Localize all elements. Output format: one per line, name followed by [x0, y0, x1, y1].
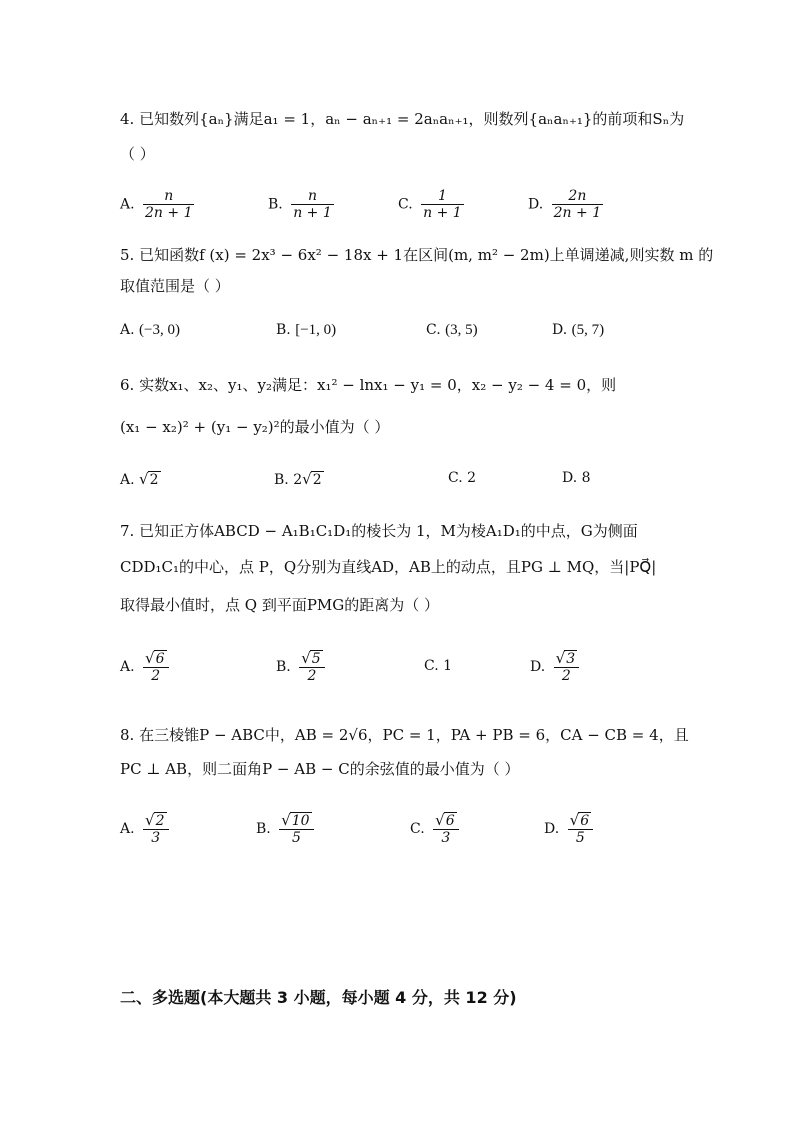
fraction: $\frac{√3}{2}$: [554, 650, 579, 684]
q8-option-c[interactable]: C. $\frac{√6}{3}$: [410, 812, 459, 846]
q6-option-b[interactable]: B. 2√2: [274, 470, 322, 488]
q7-option-b[interactable]: B. $\frac{√5}{2}$: [276, 650, 325, 684]
section-heading: 二、多选题(本大题共 3 小题，每小题 4 分，共 12 分): [120, 988, 517, 1007]
q4-option-d[interactable]: D. $\frac{2n}{2n + 1}$: [528, 188, 602, 221]
fraction: $\frac{n}{n + 1}$: [293, 188, 332, 221]
q5-option-d[interactable]: D. (5, 7): [552, 322, 605, 338]
fraction: $\frac{√5}{2}$: [299, 650, 324, 684]
q6-line1: 6. 实数x₁、x₂、y₁、y₂满足：x₁² − lnx₁ − y₁ = 0，x₂ − y₂ − 4 = 0，则: [120, 376, 617, 394]
fraction: $\frac{√10}{5}$: [279, 812, 313, 846]
q4-option-c[interactable]: C. $\frac{1}{n + 1}$: [398, 188, 462, 221]
q8-option-d[interactable]: D. $\frac{√6}{5}$: [544, 812, 593, 846]
q5-option-a[interactable]: A. (−3, 0): [120, 322, 180, 338]
q8-line2: PC ⊥ AB，则二面角P − AB − C的余弦值的最小值为（ ）: [120, 760, 520, 778]
q8-option-b[interactable]: B. $\frac{√10}{5}$: [256, 812, 314, 846]
fraction: $\frac{√6}{5}$: [568, 812, 593, 846]
q7-line1: 7. 已知正方体ABCD − A₁B₁C₁D₁的棱长为 1，M为棱A₁D₁的中点，G为侧面: [120, 522, 638, 540]
q5-line2: 取值范围是（ ）: [120, 277, 230, 295]
q7-option-c[interactable]: C. 1: [424, 658, 453, 674]
q4-line2: （ ）: [120, 145, 155, 163]
q4-option-a[interactable]: A. $\frac{n}{2n + 1}$: [120, 188, 193, 221]
q8-option-a[interactable]: A. $\frac{√2}{3}$: [120, 812, 169, 846]
q5-option-c[interactable]: C. (3, 5): [426, 322, 478, 338]
fraction: $\frac{√6}{2}$: [143, 650, 168, 684]
q6-line2: (x₁ − x₂)² + (y₁ − y₂)²的最小值为（ ）: [120, 418, 390, 436]
q5-line1: 5. 已知函数f (x) = 2x³ − 6x² − 18x + 1在区间(m, m² − 2m)上单调递减,则实数 m 的: [120, 246, 714, 264]
fraction: $\frac{√6}{3}$: [433, 812, 458, 846]
q4-option-b[interactable]: B. $\frac{n}{n + 1}$: [268, 188, 332, 221]
q5-option-b[interactable]: B. [−1, 0): [276, 322, 337, 338]
fraction: $\frac{1}{n + 1}$: [423, 188, 462, 221]
q4-line1: 4. 已知数列{aₙ}满足a₁ = 1，aₙ − aₙ₊₁ = 2aₙaₙ₊₁，则数列{aₙaₙ₊₁}的前项和Sₙ为: [120, 110, 685, 128]
q8-line1: 8. 在三棱锥P − ABC中，AB = 2√6，PC = 1，PA + PB = 6，CA − CB = 4，且: [120, 726, 689, 744]
q6-option-a[interactable]: A. √2: [120, 470, 159, 488]
fraction: $\frac{n}{2n + 1}$: [145, 188, 193, 221]
q7-line2: CDD₁C₁的中心，点 P，Q分别为直线AD，AB上的动点，且PG ⊥ MQ，当|PQ⃗|: [120, 558, 657, 576]
q7-option-a[interactable]: A. $\frac{√6}{2}$: [120, 650, 169, 684]
q6-option-d[interactable]: D. 8: [562, 470, 591, 486]
fraction: $\frac{2n}{2n + 1}$: [553, 188, 602, 221]
fraction: $\frac{√2}{3}$: [143, 812, 168, 846]
q6-option-c[interactable]: C. 2: [448, 470, 477, 486]
q7-option-d[interactable]: D. $\frac{√3}{2}$: [530, 650, 579, 684]
q7-line3: 取得最小值时，点 Q 到平面PMG的距离为（ ）: [120, 596, 440, 614]
